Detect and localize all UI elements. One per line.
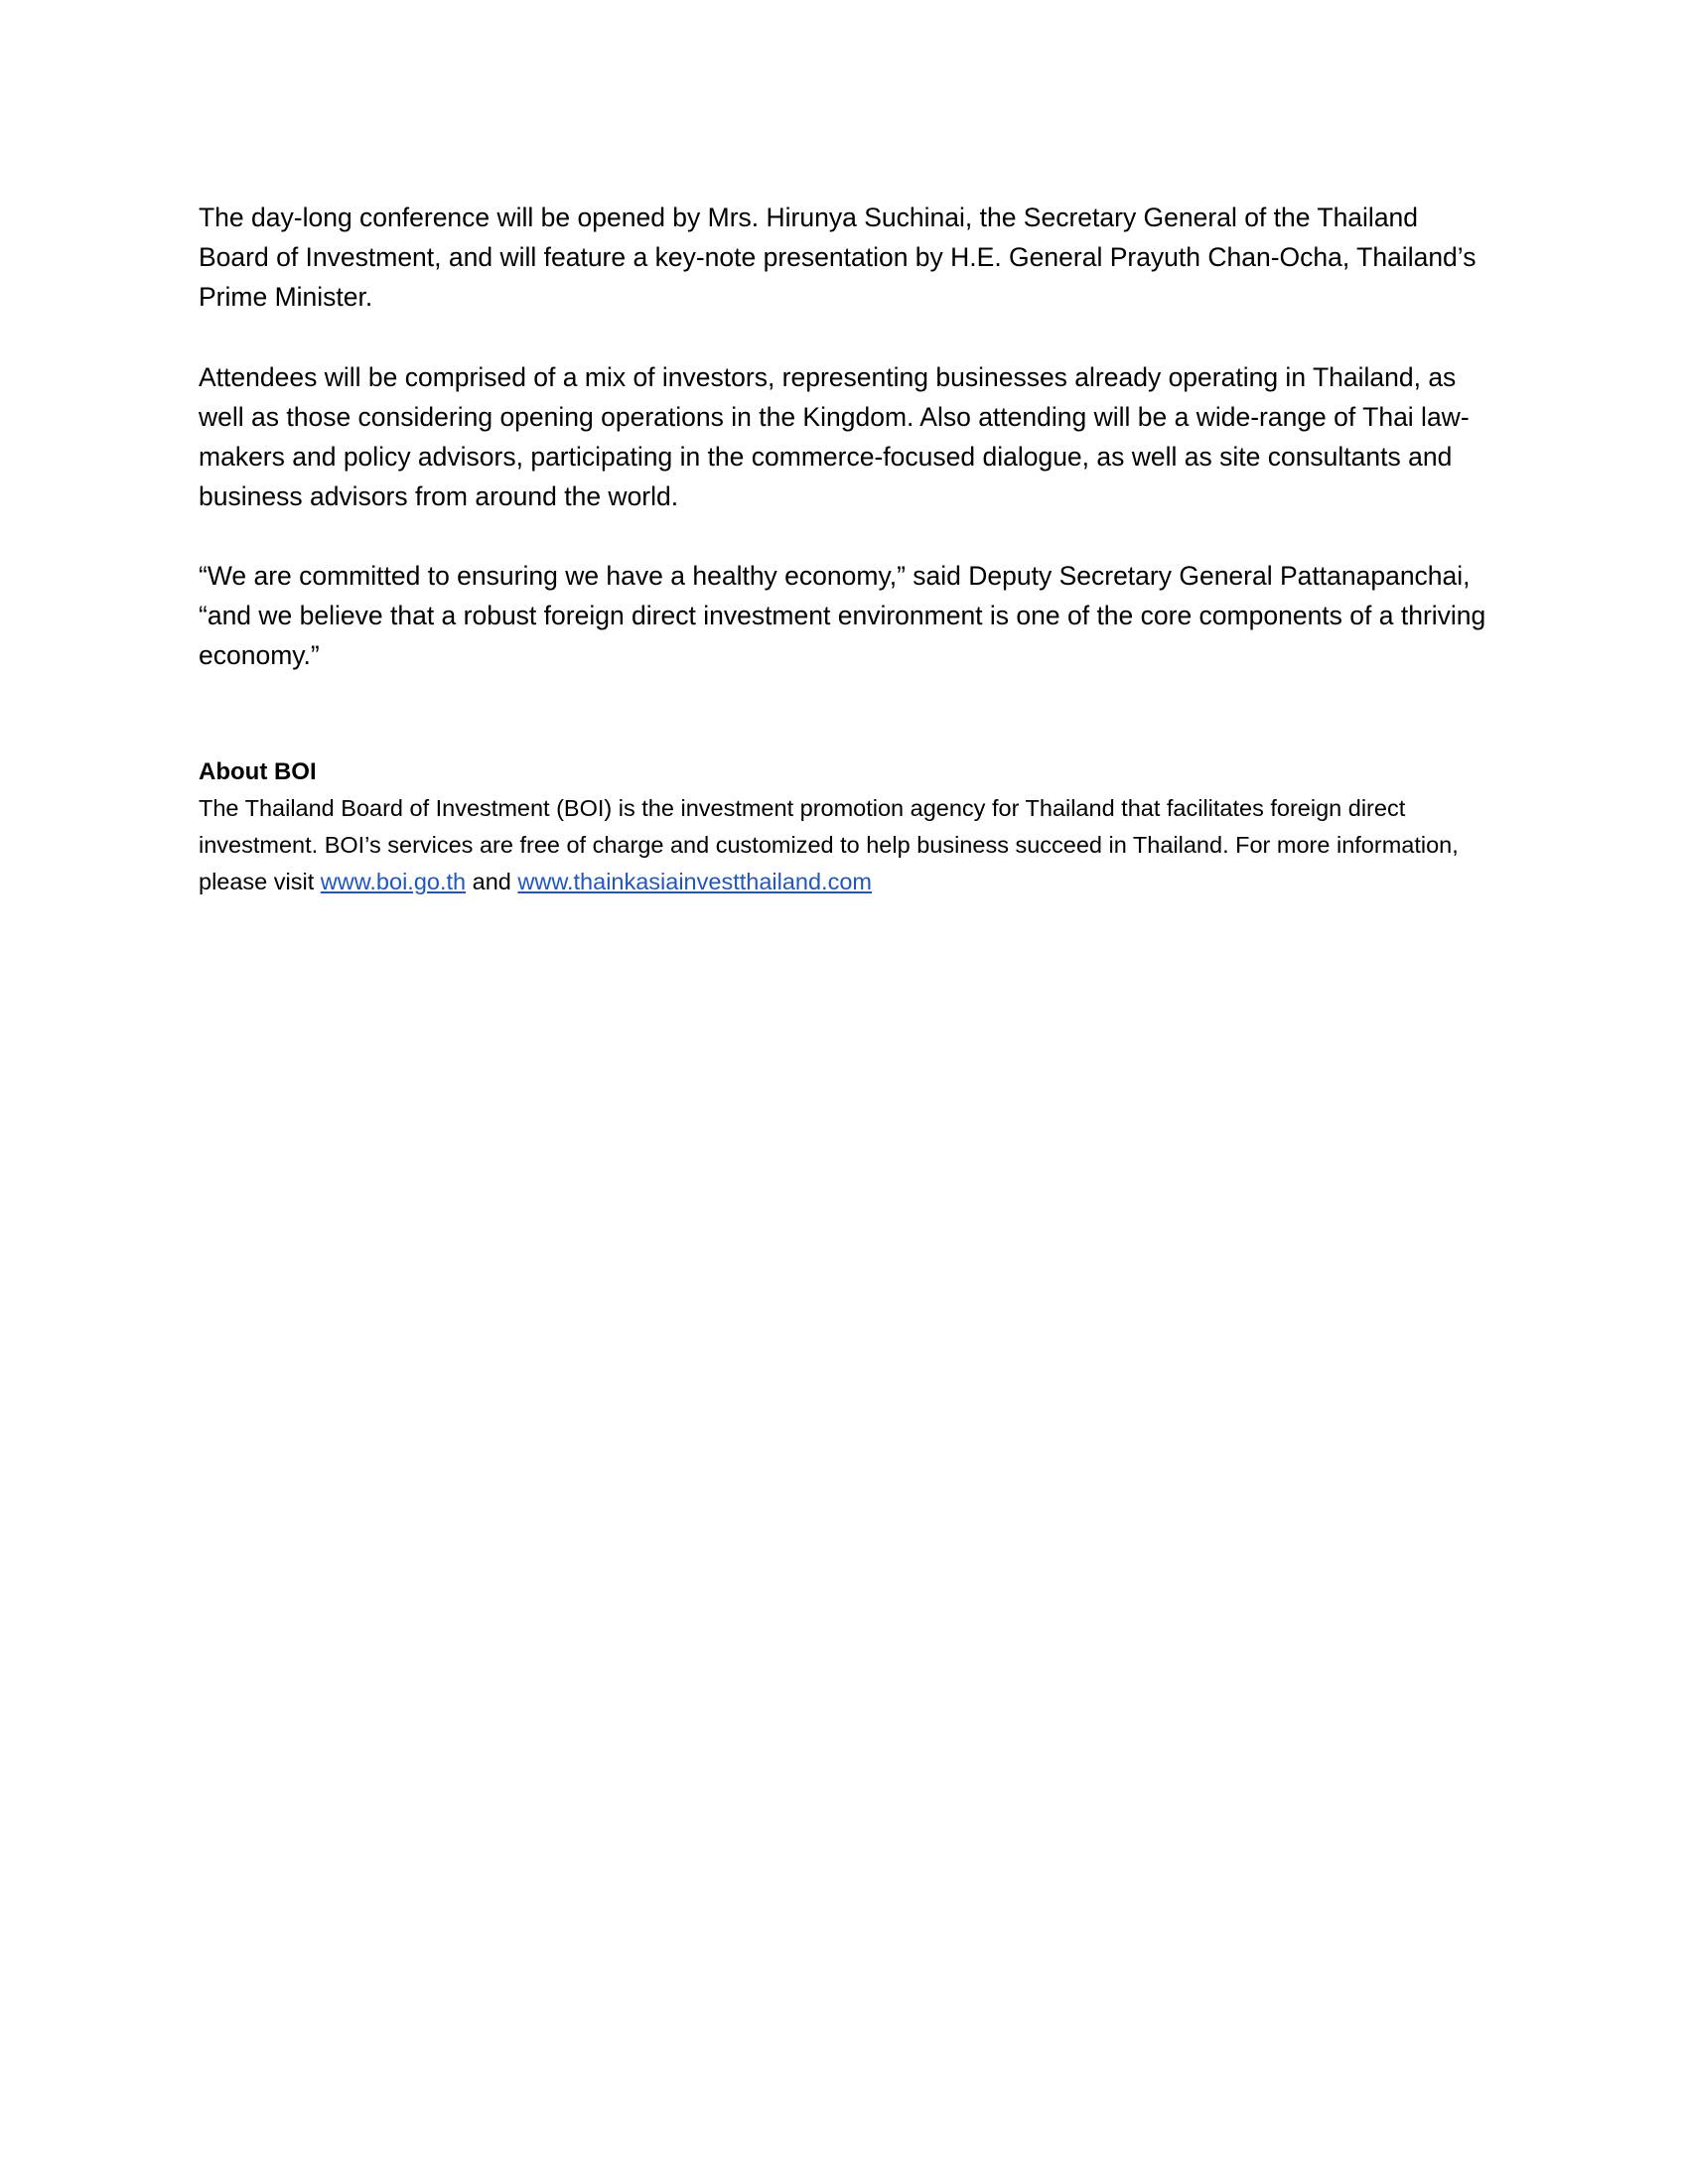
thinkasia-website-link[interactable]: www.thainkasiainvestthailand.com: [517, 869, 872, 894]
paragraph-conference-opening: The day-long conference will be opened by Mrs. Hirunya Suchinai, the Secretary General of the Thailand Board of Investment, and will feature a key-note presentation by H.E. General Prayuth Chan-Ocha, Thailand’s Prime Minister.: [199, 203, 1477, 312]
boi-website-link[interactable]: www.boi.go.th: [320, 869, 467, 894]
paragraph-quote: “We are committed to ensuring we have a healthy economy,” said Deputy Secretary General Pattanapanchai, “and we believe that a robust foreign direct investment environment is one of the core components of a thriving economy.”: [199, 561, 1486, 670]
about-heading: About BOI: [199, 758, 317, 785]
about-body-text: The Thailand Board of Investment (BOI) is the investment promotion agency for Thailand that facilitates foreign direct investment. BOI’s services are free of charge and customized to help business succeed in Thailand. For more information, please visit: [199, 795, 1459, 894]
about-body: [199, 790, 1489, 900]
paragraph-attendees: Attendees will be comprised of a mix of investors, representing businesses already operating in Thailand, as well as those considering opening operations in the Kingdom. Also attending will be a wide-range of Thai law-makers and policy advisors, participating in the commerce-focused dialogue, as well as site consultants and business advisors from around the world.: [199, 362, 1470, 511]
about-section: [199, 754, 1489, 900]
about-conjunction: and: [466, 869, 518, 894]
